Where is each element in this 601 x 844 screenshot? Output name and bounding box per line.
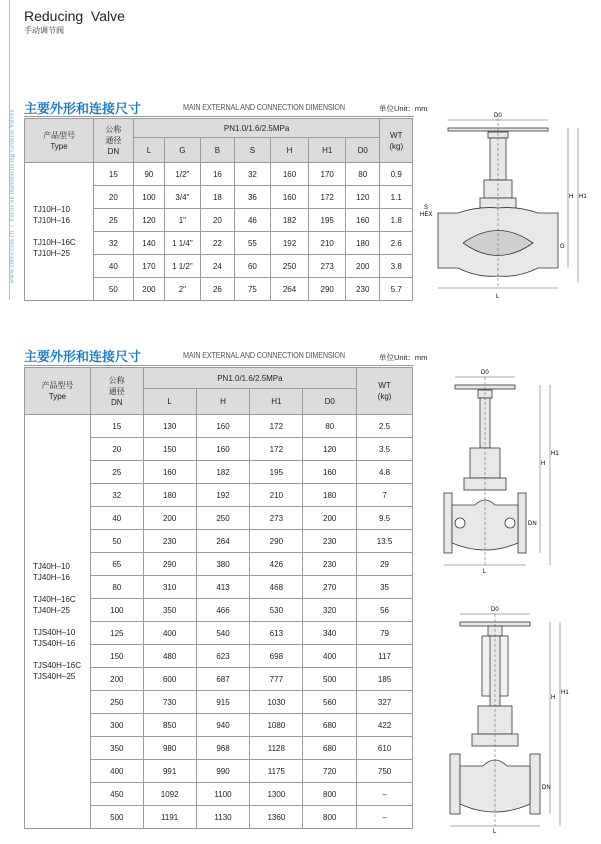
table-cell: 80	[90, 576, 143, 599]
table-cell: 698	[250, 645, 303, 668]
table-cell: 210	[250, 484, 303, 507]
table-cell: 18	[200, 186, 235, 209]
table-cell: 350	[143, 599, 196, 622]
table-cell: 200	[133, 278, 164, 301]
table-cell: 180	[303, 484, 357, 507]
table-cell: 750	[357, 760, 413, 783]
table-cell: 680	[303, 714, 357, 737]
table-cell: 4.8	[357, 461, 413, 484]
table-cell: 468	[250, 576, 303, 599]
table-cell: 687	[196, 668, 250, 691]
table-cell: 1300	[250, 783, 303, 806]
table-cell: 80	[303, 415, 357, 438]
table-cell: 290	[309, 278, 346, 301]
table1-col-header: D0	[345, 138, 380, 163]
table-cell: 13.5	[357, 530, 413, 553]
table-cell: 25	[90, 461, 143, 484]
valve-drawing-flanged-small	[430, 365, 580, 575]
table-cell: 968	[196, 737, 250, 760]
table-cell: 0.9	[380, 163, 413, 186]
table-cell: 180	[345, 232, 380, 255]
d1-h-label: H	[569, 194, 574, 200]
table-cell: 25	[94, 209, 134, 232]
table-cell: 380	[196, 553, 250, 576]
table-cell: 340	[303, 622, 357, 645]
table-cell: 990	[196, 760, 250, 783]
table1-header-type: 产品型号 Type	[25, 119, 94, 163]
table-cell: 2.6	[380, 232, 413, 255]
side-slogan: Focus on manufacturing General Valves	[8, 109, 16, 222]
table1-col-header: G	[165, 138, 201, 163]
section2-unit: 单位Unit：mm	[379, 353, 428, 362]
table-cell: 170	[133, 255, 164, 278]
table-cell: 172	[250, 438, 303, 461]
table2-header-dn: 公称 通径 DN	[90, 368, 143, 415]
valve-drawing-threaded	[418, 108, 588, 303]
table-cell: 160	[270, 163, 309, 186]
table-cell: 1.8	[380, 209, 413, 232]
table-cell: 480	[143, 645, 196, 668]
table-cell: 20	[200, 209, 235, 232]
table-cell: 160	[196, 438, 250, 461]
table-cell: 150	[90, 645, 143, 668]
table1-col-header: H	[270, 138, 309, 163]
table-cell: 400	[143, 622, 196, 645]
table2-col-header: H1	[250, 389, 303, 415]
table-cell: 200	[90, 668, 143, 691]
table-cell: 250	[270, 255, 309, 278]
d3-dn-label: DN	[542, 785, 551, 791]
table-cell: 35	[357, 576, 413, 599]
table1-header-pressure: PN1.0/1.6/2.5MPa	[133, 119, 380, 138]
table-cell: 100	[90, 599, 143, 622]
table-cell: 1092	[143, 783, 196, 806]
table-cell: 55	[235, 232, 271, 255]
table-cell: 79	[357, 622, 413, 645]
table-cell: 36	[235, 186, 271, 209]
table-cell: 320	[303, 599, 357, 622]
table-cell: 1100	[196, 783, 250, 806]
table-cell: 20	[90, 438, 143, 461]
table-cell: 1175	[250, 760, 303, 783]
table-cell: 20	[94, 186, 134, 209]
table-cell: 1.1	[380, 186, 413, 209]
table-cell: 720	[303, 760, 357, 783]
table-cell: 160	[270, 186, 309, 209]
table1-header-dn: 公称 通径 DN	[94, 119, 134, 163]
d2-h1-label: H1	[551, 451, 559, 457]
table-cell: 185	[357, 668, 413, 691]
table-cell: 40	[94, 255, 134, 278]
table-cell: 300	[90, 714, 143, 737]
table-cell: 182	[270, 209, 309, 232]
d2-l-label: L	[483, 569, 487, 575]
table-cell: 15	[94, 163, 134, 186]
table-cell: 850	[143, 714, 196, 737]
table-cell: 180	[143, 484, 196, 507]
table-cell: 1360	[250, 806, 303, 829]
table-cell: 400	[303, 645, 357, 668]
table-cell: 991	[143, 760, 196, 783]
table-cell: 182	[196, 461, 250, 484]
table-cell: 230	[303, 530, 357, 553]
table-cell: 1080	[250, 714, 303, 737]
table-cell: 15	[90, 415, 143, 438]
table-cell: 1/2"	[165, 163, 201, 186]
table-row	[25, 415, 413, 438]
d1-s-label: S	[424, 205, 429, 211]
table2-type-models: TJ40H–10 TJ40H–16 TJ40H–16C TJ40H–25 TJS40H–10 TJS40H–16 TJS40H–16C TJS40H–25	[25, 415, 91, 829]
table-cell: 680	[303, 737, 357, 760]
table-cell: 1 1/4"	[165, 232, 201, 255]
table2-header-type: 产品型号 Type	[25, 368, 91, 415]
table-cell: 1"	[165, 209, 201, 232]
table-cell: 613	[250, 622, 303, 645]
table-cell: 264	[270, 278, 309, 301]
table-cell: 200	[345, 255, 380, 278]
table-cell: 130	[143, 415, 196, 438]
table-cell: 400	[90, 760, 143, 783]
table-cell: 200	[303, 507, 357, 530]
table-cell: 350	[90, 737, 143, 760]
table-cell: 32	[90, 484, 143, 507]
table-cell: 170	[309, 163, 346, 186]
table-cell: 80	[345, 163, 380, 186]
table-cell: 29	[357, 553, 413, 576]
d1-l-label: L	[496, 294, 500, 300]
d2-h-label: H	[541, 461, 546, 467]
table1-col-header: H1	[309, 138, 346, 163]
valve-drawing-flanged-large	[438, 604, 588, 834]
section2-rule	[24, 365, 414, 366]
table-cell: 466	[196, 599, 250, 622]
table2-col-header: D0	[303, 389, 357, 415]
table-cell: –	[357, 806, 413, 829]
table-cell: 915	[196, 691, 250, 714]
table-cell: 1130	[196, 806, 250, 829]
table-cell: 980	[143, 737, 196, 760]
table1-type-models: TJ10H–10 TJ10H–16 TJ10H–16C TJ10H–25	[25, 163, 94, 301]
table-cell: 150	[143, 438, 196, 461]
table-cell: 200	[143, 507, 196, 530]
section1-title-en: MAIN EXTERNAL AND CONNECTION DIMENSION	[183, 102, 345, 112]
table-cell: 273	[309, 255, 346, 278]
table-cell: 413	[196, 576, 250, 599]
table-cell: 940	[196, 714, 250, 737]
table-cell: 540	[196, 622, 250, 645]
page-title: Reducing Valve	[24, 8, 125, 24]
table-cell: 22	[200, 232, 235, 255]
table-cell: 120	[303, 438, 357, 461]
table-cell: 24	[200, 255, 235, 278]
table-cell: 117	[357, 645, 413, 668]
table-cell: 140	[133, 232, 164, 255]
section1-unit: 单位Unit：mm	[379, 104, 428, 113]
d3-h1-label: H1	[561, 690, 569, 696]
table-cell: 32	[94, 232, 134, 255]
section1-title: 主要外形和连接尺寸	[24, 101, 142, 116]
table-cell: 125	[90, 622, 143, 645]
table1	[24, 118, 413, 301]
table-cell: 250	[196, 507, 250, 530]
table1-col-header: B	[200, 138, 235, 163]
table-cell: 800	[303, 783, 357, 806]
table-cell: 46	[235, 209, 271, 232]
table-cell: 560	[303, 691, 357, 714]
table-cell: 230	[345, 278, 380, 301]
page-subtitle: 手动调节阀	[24, 26, 64, 35]
table-cell: 3/4"	[165, 186, 201, 209]
table-cell: 450	[90, 783, 143, 806]
table-cell: 90	[133, 163, 164, 186]
section2-title-en: MAIN EXTERNAL AND CONNECTION DIMENSION	[183, 350, 345, 360]
table-cell: 290	[250, 530, 303, 553]
table-cell: 195	[309, 209, 346, 232]
table-cell: 160	[345, 209, 380, 232]
table-cell: 3.8	[380, 255, 413, 278]
d1-hex-label: HEX	[420, 212, 433, 218]
table-cell: 120	[345, 186, 380, 209]
table-cell: 192	[270, 232, 309, 255]
table-cell: 160	[143, 461, 196, 484]
table-cell: 600	[143, 668, 196, 691]
d2-dn-label: DN	[528, 521, 537, 527]
table-cell: 2"	[165, 278, 201, 301]
table-cell: 195	[250, 461, 303, 484]
table-row	[25, 163, 413, 186]
table2-col-header: H	[196, 389, 250, 415]
section1-rule	[24, 116, 414, 117]
table-cell: 172	[309, 186, 346, 209]
table-cell: 230	[303, 553, 357, 576]
table-cell: 160	[196, 415, 250, 438]
table-cell: 32	[235, 163, 271, 186]
table-cell: 75	[235, 278, 271, 301]
table-cell: 270	[303, 576, 357, 599]
table-cell: 777	[250, 668, 303, 691]
table-cell: 1 1/2"	[165, 255, 201, 278]
table-cell: 426	[250, 553, 303, 576]
table-cell: 120	[133, 209, 164, 232]
table-cell: 100	[133, 186, 164, 209]
table-cell: 500	[303, 668, 357, 691]
table-cell: 264	[196, 530, 250, 553]
table2-header-pressure: PN1.0/1.6/2.5MPa	[143, 368, 356, 389]
table-cell: 610	[357, 737, 413, 760]
table-cell: 500	[90, 806, 143, 829]
table-cell: 2.5	[357, 415, 413, 438]
table-cell: 210	[309, 232, 346, 255]
table-cell: 290	[143, 553, 196, 576]
table1-col-header: L	[133, 138, 164, 163]
table-cell: –	[357, 783, 413, 806]
table-cell: 3.5	[357, 438, 413, 461]
table-cell: 50	[94, 278, 134, 301]
table-cell: 50	[90, 530, 143, 553]
table-cell: 192	[196, 484, 250, 507]
table-cell: 730	[143, 691, 196, 714]
table-cell: 530	[250, 599, 303, 622]
table-cell: 60	[235, 255, 271, 278]
table-cell: 1030	[250, 691, 303, 714]
side-caption: www.cmvv.com.cn / Focus on manufacturing General Valves	[8, 109, 16, 284]
table-cell: 230	[143, 530, 196, 553]
table-cell: 250	[90, 691, 143, 714]
side-website: www.cmvv.com.cn	[8, 230, 16, 284]
section2-title: 主要外形和连接尺寸	[24, 349, 142, 364]
table-cell: 9.5	[357, 507, 413, 530]
d3-l-label: L	[493, 829, 497, 834]
d2-d0-label: D0	[481, 370, 489, 376]
table1-header-wt: WT (kg)	[380, 119, 413, 163]
table-cell: 7	[357, 484, 413, 507]
d3-h-label: H	[551, 695, 556, 701]
table-cell: 800	[303, 806, 357, 829]
d1-g-label: G	[560, 244, 565, 250]
table-cell: 16	[200, 163, 235, 186]
table-cell: 310	[143, 576, 196, 599]
table-cell: 26	[200, 278, 235, 301]
table2	[24, 367, 413, 829]
table1-col-header: S	[235, 138, 271, 163]
table-cell: 172	[250, 415, 303, 438]
table-cell: 56	[357, 599, 413, 622]
d1-d0-label: D0	[494, 113, 502, 119]
table2-col-header: L	[143, 389, 196, 415]
table2-header-wt: WT (kg)	[357, 368, 413, 415]
table-cell: 623	[196, 645, 250, 668]
table-cell: 5.7	[380, 278, 413, 301]
table-cell: 160	[303, 461, 357, 484]
table-cell: 273	[250, 507, 303, 530]
table-cell: 327	[357, 691, 413, 714]
table-cell: 1191	[143, 806, 196, 829]
table-cell: 422	[357, 714, 413, 737]
d3-d0-label: D0	[491, 607, 499, 613]
table-cell: 65	[90, 553, 143, 576]
table-cell: 40	[90, 507, 143, 530]
table-cell: 1128	[250, 737, 303, 760]
d1-h1-label: H1	[579, 194, 587, 200]
